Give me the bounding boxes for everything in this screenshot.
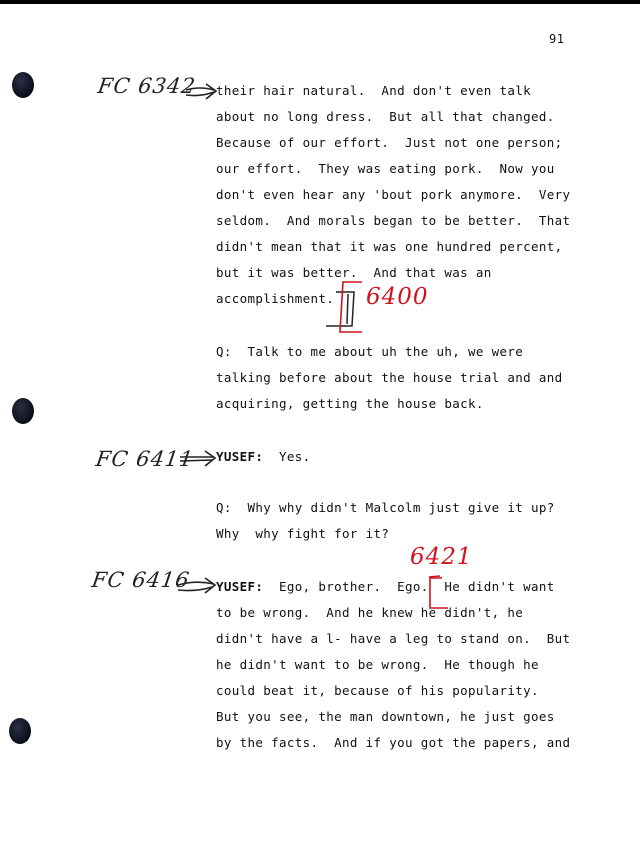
fc-annotation-6411: FC 6411: [94, 447, 196, 471]
transcript-text: Ego, brother. Ego. He didn't want: [279, 579, 555, 594]
transcript-line: Why why fight for it?: [216, 526, 390, 541]
top-edge-rule: [0, 0, 640, 4]
transcript-text: Yes.: [279, 449, 311, 464]
transcript-line: about no long dress. But all that changed.: [216, 109, 555, 124]
page-number: 91: [549, 32, 565, 46]
transcript-line: Because of our effort. Just not one person;: [216, 135, 563, 150]
punch-hole-top: [12, 72, 34, 98]
transcript-line: he didn't want to be wrong. He though he: [216, 657, 539, 672]
transcript-line: accomplishment.: [216, 291, 335, 306]
transcript-line: Q: Why why didn't Malcolm just give it up?: [216, 500, 555, 515]
transcript-line-yusef: [216, 579, 555, 595]
transcript-line-yusef: [216, 449, 311, 465]
transcript-line: their hair natural. And don't even talk: [216, 83, 532, 98]
transcript-line: our effort. They was eating pork. Now you: [216, 161, 555, 176]
speaker-label: YUSEF:: [216, 449, 264, 464]
punch-hole-middle: [12, 398, 34, 424]
red-annotation-6400: 6400: [366, 284, 429, 310]
red-annotation-6421: 6421: [410, 544, 473, 570]
transcript-line: talking before about the house trial and and: [216, 370, 563, 385]
transcript-line: acquiring, getting the house back.: [216, 396, 484, 411]
fc-annotation-6416: FC 6416: [90, 568, 192, 592]
punch-hole-bottom: [9, 718, 31, 744]
fc-annotation-6342: FC 6342: [96, 74, 198, 98]
speaker-label: YUSEF:: [216, 579, 264, 594]
transcript-line: could beat it, because of his popularity.: [216, 683, 539, 698]
transcript-line: by the facts. And if you got the papers, and: [216, 735, 571, 750]
transcript-line: didn't have a l- have a leg to stand on. But: [216, 631, 571, 646]
transcript-line: But you see, the man downtown, he just goes: [216, 709, 555, 724]
transcript-line: but it was better. And that was an: [216, 265, 492, 280]
red-bracket-icon: [340, 282, 362, 332]
transcript-line: don't even hear any 'bout pork anymore. Very: [216, 187, 571, 202]
transcript-line: didn't mean that it was one hundred percent,: [216, 239, 563, 254]
transcript-line: seldom. And morals began to be better. That: [216, 213, 571, 228]
transcript-line: to be wrong. And he knew he didn't, he: [216, 605, 524, 620]
transcript-line: Q: Talk to me about uh the uh, we were: [216, 344, 524, 359]
